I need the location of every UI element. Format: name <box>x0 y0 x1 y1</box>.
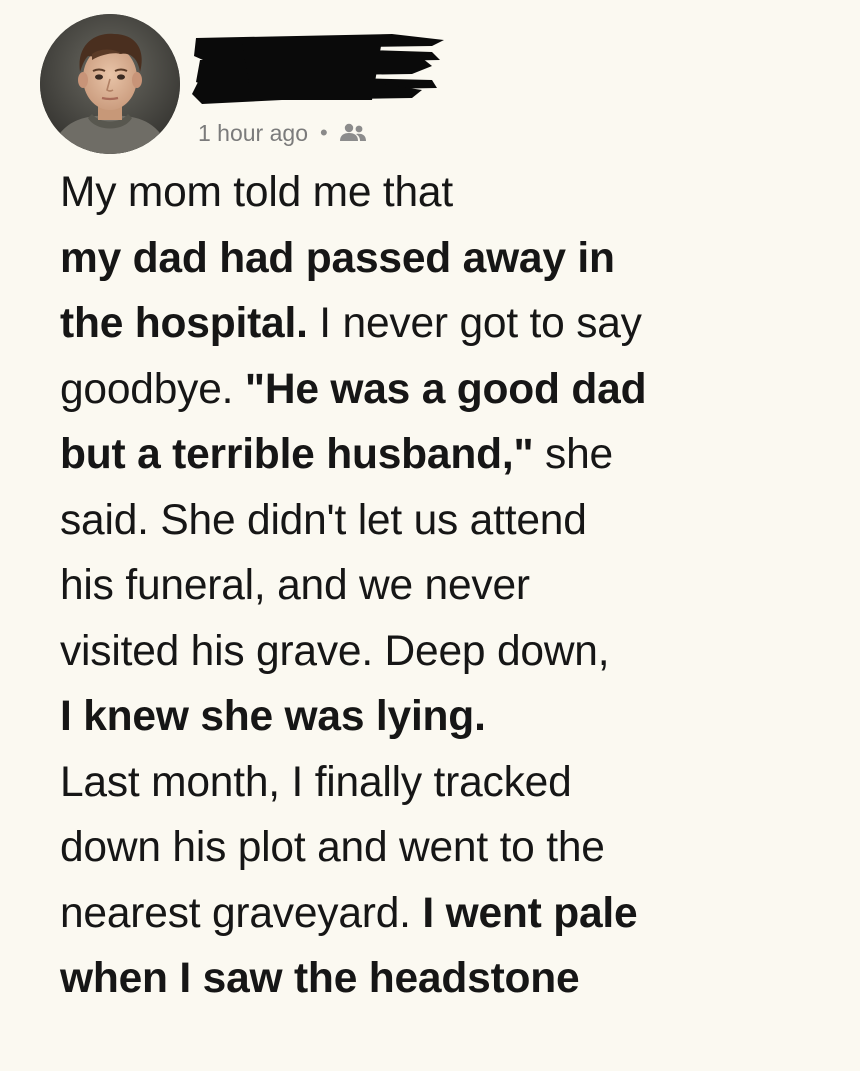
post-meta <box>198 118 368 148</box>
post-body <box>60 160 840 1012</box>
post-body-line <box>60 160 840 226</box>
text-segment: nearest graveyard. <box>60 889 423 937</box>
text-segment: My mom told me that <box>60 169 453 216</box>
text-segment: Last month, I finally tracked <box>60 758 572 806</box>
author-avatar[interactable] <box>40 14 180 154</box>
post-body-line <box>60 226 840 292</box>
text-segment: his funeral, and we never <box>60 562 530 609</box>
bold-text-segment: "He was a good dad <box>244 365 647 413</box>
meta-separator: • <box>319 120 328 145</box>
bold-text-segment: my dad had passed away in <box>60 234 615 282</box>
bold-text-segment: I knew she was lying. <box>60 693 486 740</box>
text-segment: goodbye. <box>60 365 245 413</box>
redacted-author-name <box>182 30 447 110</box>
post-body-line <box>60 750 840 816</box>
bold-text-segment: when I saw the headstone <box>60 955 580 1002</box>
bold-text-segment: I went pale <box>422 889 638 937</box>
bold-text-segment: but a terrible husband," <box>60 431 534 478</box>
post-timestamp[interactable]: 1 hour ago <box>198 119 308 146</box>
post-body-line <box>60 422 840 488</box>
text-segment: she <box>533 431 613 478</box>
post-body-line <box>60 357 840 423</box>
post-body-line <box>60 488 840 554</box>
text-segment: I never got to say <box>307 300 642 347</box>
text-segment: said. She didn't let us attend <box>60 496 587 544</box>
post-body-line <box>60 946 840 1012</box>
profile-photo-icon <box>40 14 180 154</box>
post-body-line <box>60 619 840 685</box>
post-body-line <box>60 684 840 750</box>
post-body-line <box>60 815 840 881</box>
bold-text-segment: the hospital. <box>60 300 308 347</box>
friends-icon[interactable] <box>338 121 368 145</box>
text-segment: down his plot and went to the <box>60 824 605 871</box>
post-body-line <box>60 291 840 357</box>
post-body-line <box>60 881 840 947</box>
post-body-line <box>60 553 840 619</box>
text-segment: visited his grave. Deep down, <box>60 627 610 675</box>
